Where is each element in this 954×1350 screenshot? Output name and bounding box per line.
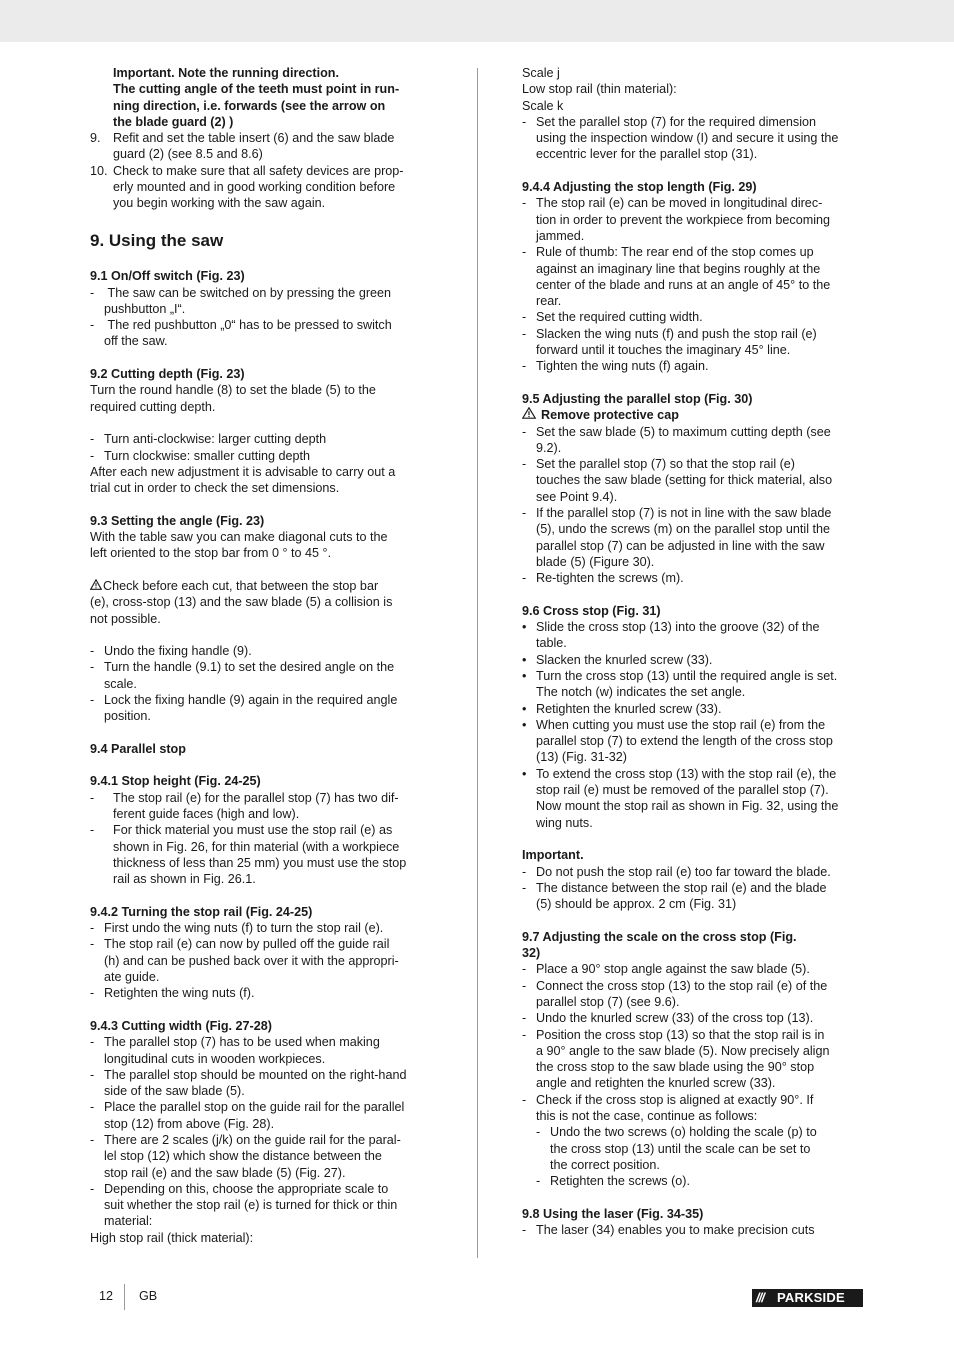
paragraph: After each new adjustment it is advisable to carry out a	[90, 464, 396, 479]
list-item: - There are 2 scales (j/k) on the guide rail for the paral-	[90, 1133, 401, 1147]
list-item: - Re-tighten the screws (m).	[522, 571, 684, 586]
column-divider	[477, 68, 478, 1258]
list-item: - Lock the fixing handle (9) again in the required angle	[90, 692, 398, 707]
list-item: - The saw can be switched on by pressing the green	[90, 285, 392, 300]
footer-divider	[124, 1284, 125, 1310]
list-item: - Undo the knurled screw (33) of the cross top (13).	[522, 1011, 814, 1026]
subsection-heading: 9.4.3 Cutting width (Fig. 27-28)	[90, 1018, 272, 1033]
list-item-cont: (h) and can be pushed back over it with the appropri-	[104, 953, 399, 968]
list-item: - Place a 90° stop angle against the saw blade (5).	[522, 962, 810, 977]
important-label: Important.	[522, 848, 584, 863]
list-item: - The distance between the stop rail (e) and the blade	[522, 880, 827, 895]
subsection-heading: 9.4.4 Adjusting the stop length (Fig. 29)	[522, 180, 757, 195]
list-item: - If the parallel stop (7) is not in line with the saw blade	[522, 506, 832, 521]
page-number: 12	[99, 1289, 114, 1303]
paragraph: Scale j	[522, 66, 560, 80]
subsection-heading: 9.2 Cutting depth (Fig. 23)	[90, 367, 245, 382]
list-item-cont: center of the blade and runs at an angle of 45° to the	[536, 277, 831, 292]
list-item: • Slacken the knurled screw (33).	[522, 652, 713, 667]
list-item: - First undo the wing nuts (f) to turn the stop rail (e).	[90, 921, 384, 936]
list-item-cont: pushbutton „I“.	[104, 301, 186, 316]
list-item-cont: parallel stop (7) can be adjusted in line with the saw	[536, 538, 825, 553]
list-item-cont: table.	[536, 636, 567, 651]
list-item: - The laser (34) enables you to make precision cuts	[522, 1223, 815, 1238]
list-item: - Connect the cross stop (13) to the stop rail (e) of the	[522, 978, 828, 993]
list-item-cont: shown in Fig. 26, for thin material (with a workpiece	[113, 839, 400, 854]
list-item-cont: this is not the case, continue as follows:	[536, 1109, 758, 1123]
important-note: Important. Note the running direction.	[113, 66, 339, 80]
paragraph: Turn the round handle (8) to set the blade (5) to the	[90, 383, 376, 398]
important-note: the blade guard (2) )	[113, 114, 234, 129]
subsection-heading: 9.1 On/Off switch (Fig. 23)	[90, 269, 245, 284]
parkside-logo	[752, 1289, 863, 1307]
list-item: - Depending on this, choose the appropriate scale to	[90, 1181, 389, 1196]
subsection-heading: 9.4.1 Stop height (Fig. 24-25)	[90, 774, 261, 789]
list-item: - The stop rail (e) for the parallel stop (7) has two dif-	[90, 790, 399, 805]
list-item: • Slide the cross stop (13) into the groove (32) of the	[522, 620, 820, 635]
sub-list-item: - Retighten the screws (o).	[536, 1174, 690, 1189]
warning-paragraph: Check before each cut, that between the stop bar	[90, 578, 435, 594]
warning-triangle-icon	[90, 578, 103, 594]
list-item-cont: off the saw.	[104, 334, 168, 349]
list-item: - The parallel stop should be mounted on the right-hand	[90, 1067, 407, 1082]
logo-text: PARKSIDE	[777, 1290, 845, 1305]
subsection-heading: 9.3 Setting the angle (Fig. 23)	[90, 513, 265, 528]
list-item-cont: angle and retighten the knurled screw (33).	[536, 1076, 776, 1091]
list-item-cont: lel stop (12) which show the distance between the	[104, 1149, 382, 1164]
list-item-cont: the cross stop (13) until the scale can be set to	[550, 1141, 811, 1156]
paragraph: With the table saw you can make diagonal cuts to the	[90, 530, 388, 545]
subsection-heading: 9.5 Adjusting the parallel stop (Fig. 30)	[522, 391, 753, 406]
subsection-heading: 9.8 Using the laser (Fig. 34-35)	[522, 1206, 704, 1221]
list-item-cont: against an imaginary line that begins roughly at the	[536, 261, 821, 276]
list-item: - Turn the handle (9.1) to set the desired angle on the	[90, 660, 395, 675]
list-item-cont: guard (2) (see 8.5 and 8.6)	[113, 147, 263, 162]
warning-triangle-icon	[522, 407, 541, 423]
list-item-cont: parallel stop (7) to extend the length of the cross stop	[536, 734, 833, 749]
paragraph: High stop rail (thick material):	[90, 1230, 254, 1245]
list-item-cont: stop rail (e) must be removed of the parallel stop (7).	[536, 783, 829, 798]
list-item-cont: stop rail (e) and the saw blade (5) (Fig. 27).	[104, 1165, 346, 1180]
list-item: • When cutting you must use the stop rail (e) from the	[522, 717, 826, 732]
list-item-cont: jammed.	[536, 228, 585, 243]
paragraph: Scale k	[522, 98, 564, 113]
list-item: - Rule of thumb: The rear end of the stop comes up	[522, 245, 814, 260]
list-item-cont: forward until it touches the imaginary 45° line.	[536, 343, 791, 358]
subsection-heading: 9.4 Parallel stop	[90, 741, 186, 756]
list-item: - Set the parallel stop (7) so that the stop rail (e)	[522, 457, 796, 472]
list-item-cont: 9.2).	[536, 440, 562, 455]
list-item-cont: parallel stop (7) (see 9.6).	[536, 994, 680, 1009]
list-item: - Turn clockwise: smaller cutting depth	[90, 448, 311, 463]
list-item: - Position the cross stop (13) so that the stop rail is in	[522, 1027, 825, 1042]
list-item-cont: erly mounted and in good working condition before	[113, 180, 396, 195]
list-item: - Do not push the stop rail (e) too far toward the blade.	[522, 864, 831, 879]
list-item: - Tighten the wing nuts (f) again.	[522, 359, 709, 374]
list-item: • Turn the cross stop (13) until the required angle is set.	[522, 668, 838, 683]
list-item-cont: blade (5) (Figure 30).	[536, 554, 655, 569]
list-item: - Set the required cutting width.	[522, 310, 703, 325]
list-item-cont: eccentric lever for the parallel stop (31).	[536, 147, 758, 162]
subsection-heading: 32)	[522, 946, 541, 961]
list-item-cont: suit whether the stop rail (e) is turned for thick or thin	[104, 1198, 398, 1213]
list-item-cont: the cross stop to the saw blade using the 90° stop	[536, 1060, 815, 1075]
list-item-cont: see Point 9.4).	[536, 489, 618, 504]
list-item-cont: side of the saw blade (5).	[104, 1084, 245, 1099]
list-item-cont: (5) should be approx. 2 cm (Fig. 31)	[536, 897, 737, 912]
list-item: - The stop rail (e) can be moved in longitudinal direc-	[522, 196, 823, 211]
top-band	[0, 0, 954, 42]
list-item-cont: ferent guide faces (high and low).	[113, 807, 300, 822]
list-item-cont: you begin working with the saw again.	[113, 196, 326, 211]
list-item-cont: The notch (w) indicates the set angle.	[536, 685, 746, 700]
list-item-cont: stop (12) from above (Fig. 28).	[104, 1116, 275, 1131]
list-item: - Undo the fixing handle (9).	[90, 644, 252, 659]
list-item: - For thick material you must use the stop rail (e) as	[90, 823, 393, 838]
list-item-cont: thickness of less than 25 mm) you must use the stop	[113, 855, 407, 870]
list-item: • To extend the cross stop (13) with the stop rail (e), the	[522, 766, 837, 781]
list-item-cont: rail as shown in Fig. 26.1.	[113, 872, 256, 887]
subsection-heading: 9.6 Cross stop (Fig. 31)	[522, 603, 661, 618]
list-item-cont: rear.	[536, 294, 562, 309]
list-item: - Place the parallel stop on the guide rail for the parallel	[90, 1100, 405, 1115]
paragraph: Low stop rail (thin material):	[522, 82, 677, 97]
list-item: 9. Refit and set the table insert (6) and the saw blade	[90, 131, 395, 146]
list-item: - Set the parallel stop (7) for the required dimension	[522, 114, 817, 129]
right-column	[522, 65, 867, 1238]
list-item-cont: a 90° angle to the saw blade (5). Now precisely align	[536, 1043, 830, 1058]
left-column	[90, 65, 435, 1246]
list-item-cont: ate guide.	[104, 970, 160, 985]
list-item: - Retighten the wing nuts (f).	[90, 986, 255, 1001]
sub-list-item: - Undo the two screws (o) holding the scale (p) to	[536, 1125, 817, 1140]
list-item: - The stop rail (e) can now by pulled off the guide rail	[90, 937, 390, 952]
important-note: ning direction, i.e. forwards (see the arrow on	[113, 98, 386, 113]
paragraph: required cutting depth.	[90, 399, 216, 414]
list-item-cont: scale.	[104, 676, 137, 691]
list-item-cont: material:	[104, 1214, 153, 1229]
list-item-cont: (5), undo the screws (m) on the parallel stop until the	[536, 522, 830, 537]
list-item: - The parallel stop (7) has to be used when making	[90, 1035, 380, 1050]
list-item-cont: the correct position.	[550, 1157, 660, 1172]
paragraph: left oriented to the stop bar from 0 ° to 45 °.	[90, 546, 332, 561]
warning-paragraph: (e), cross-stop (13) and the saw blade (5) a collision is	[90, 595, 393, 610]
logo-stripes: ///	[756, 1290, 764, 1305]
list-item: - Check if the cross stop is aligned at exactly 90°. If	[522, 1092, 814, 1107]
paragraph: trial cut in order to check the set dimensions.	[90, 481, 340, 496]
section-heading: 9. Using the saw	[90, 230, 224, 250]
list-item-cont: Now mount the stop rail as shown in Fig. 32, using the	[536, 799, 839, 814]
list-item: - Slacken the wing nuts (f) and push the stop rail (e)	[522, 326, 817, 341]
important-note: The cutting angle of the teeth must point in run-	[113, 82, 400, 97]
language-code: GB	[139, 1289, 158, 1303]
subsection-heading: 9.4.2 Turning the stop rail (Fig. 24-25)	[90, 904, 313, 919]
warning-paragraph: not possible.	[90, 611, 161, 626]
list-item: • Retighten the knurled screw (33).	[522, 701, 722, 716]
list-item: - Turn anti-clockwise: larger cutting depth	[90, 432, 327, 447]
list-item: - Set the saw blade (5) to maximum cutting depth (see	[522, 424, 831, 439]
list-item-cont: longitudinal cuts in wooden workpieces.	[104, 1051, 326, 1066]
warning-line: Remove protective cap	[522, 407, 867, 423]
list-item-cont: wing nuts.	[536, 815, 593, 830]
list-item-cont: touches the saw blade (setting for thick material, also	[536, 473, 833, 488]
list-item-cont: (13) (Fig. 31-32)	[536, 750, 627, 765]
list-item-cont: position.	[104, 709, 151, 724]
list-item-cont: tion in order to prevent the workpiece from becoming	[536, 212, 831, 227]
subsection-heading: 9.7 Adjusting the scale on the cross stop (Fig.	[522, 929, 797, 944]
list-item: 10. Check to make sure that all safety devices are prop-	[90, 163, 404, 178]
list-item: - The red pushbutton „0“ has to be pressed to switch	[90, 318, 392, 333]
list-item-cont: using the inspection window (I) and secure it using the	[536, 131, 839, 146]
